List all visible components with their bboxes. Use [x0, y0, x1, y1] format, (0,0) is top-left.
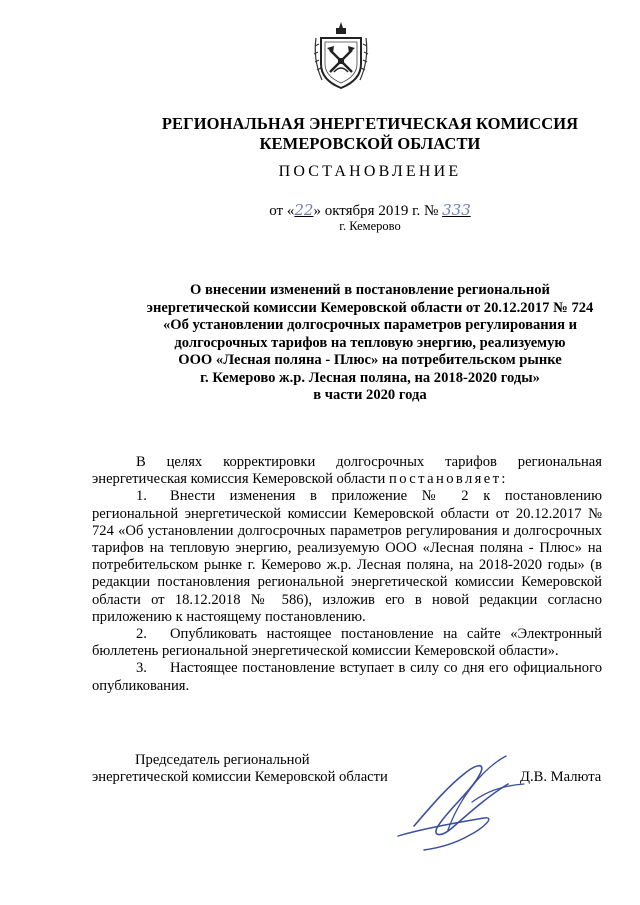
- item-number: 2.: [136, 626, 147, 643]
- handwritten-signature: [388, 740, 538, 860]
- date-day-handwritten: 22: [294, 201, 314, 219]
- decree-keyword: постановляет:: [389, 471, 508, 488]
- document-title: [118, 282, 622, 405]
- title-line: энергетической комиссии Кемеровской области от 20.12.2017 № 724: [146, 299, 594, 316]
- item-number: 1.: [136, 488, 147, 505]
- document-number-handwritten: 333: [442, 201, 471, 219]
- date-prefix: от «: [269, 203, 295, 219]
- organization-name-line2: КЕМЕРОВСКОЙ ОБЛАСТИ: [259, 134, 481, 153]
- item-text: Опубликовать настоящее постановление на сайте «Электронный бюллетень региональной энергетической комиссии Кемеровской области».: [92, 626, 602, 660]
- list-item: [92, 626, 602, 660]
- list-item: [92, 660, 602, 694]
- title-line: г. Кемерово ж.р. Лесная поляна, на 2018-2020 годы»: [200, 369, 540, 386]
- signer-position-line2: энергетической комиссии Кемеровской области: [92, 769, 388, 785]
- title-line: долгосрочных тарифов на тепловую энергию, реализуемую: [174, 334, 566, 351]
- coat-of-arms-emblem: [312, 20, 370, 92]
- title-line: в части 2020 года: [313, 387, 427, 403]
- item-text: Настоящее постановление вступает в силу со дня его официального опубликования.: [92, 660, 602, 694]
- signer-position-line1: Председатель региональной: [135, 752, 310, 768]
- document-type: ПОСТАНОВЛЕНИЕ: [278, 163, 462, 180]
- signer-name: Д.В. Малюта: [520, 769, 602, 785]
- document-date-line: [100, 201, 640, 220]
- list-item: [92, 488, 602, 626]
- document-city: г. Кемерово: [339, 219, 401, 233]
- intro-paragraph: [92, 454, 602, 488]
- title-line: «Об установлении долгосрочных параметров регулирования и: [162, 317, 578, 333]
- item-text: Внести изменения в приложение № 2 к постановлению региональной энергетической комиссии Кемеровской области от 20.12.2017 № 724 «Об установлении долгосрочных параметров регулирования и долгосрочных тарифов на тепловую энергию, реализуемую ООО «Лесная поляна - Плюс» на потребительском рынке г. Кемерово ж.р. Лесная поляна, на 2018-2020 годы» (в редакции постановления региональной энергетической комиссии Кемеровской области от 18.12.2018 № 586), изложив его в новой редакции согласно приложению к настоящему постановлению.: [92, 488, 602, 625]
- item-number: 3.: [136, 660, 147, 677]
- organization-name-line1: РЕГИОНАЛЬНАЯ ЭНЕРГЕТИЧЕСКАЯ КОМИССИЯ: [161, 114, 579, 133]
- intro-text: В целях корректировки долгосрочных тарифов региональная энергетическая комиссия Кемеровской области: [92, 454, 602, 488]
- title-line: ООО «Лесная поляна - Плюс» на потребительском рынке: [178, 352, 562, 368]
- date-month-year: » октября 2019 г. №: [313, 203, 439, 219]
- document-body: [92, 454, 602, 695]
- title-line: О внесении изменений в постановление региональной: [190, 282, 550, 298]
